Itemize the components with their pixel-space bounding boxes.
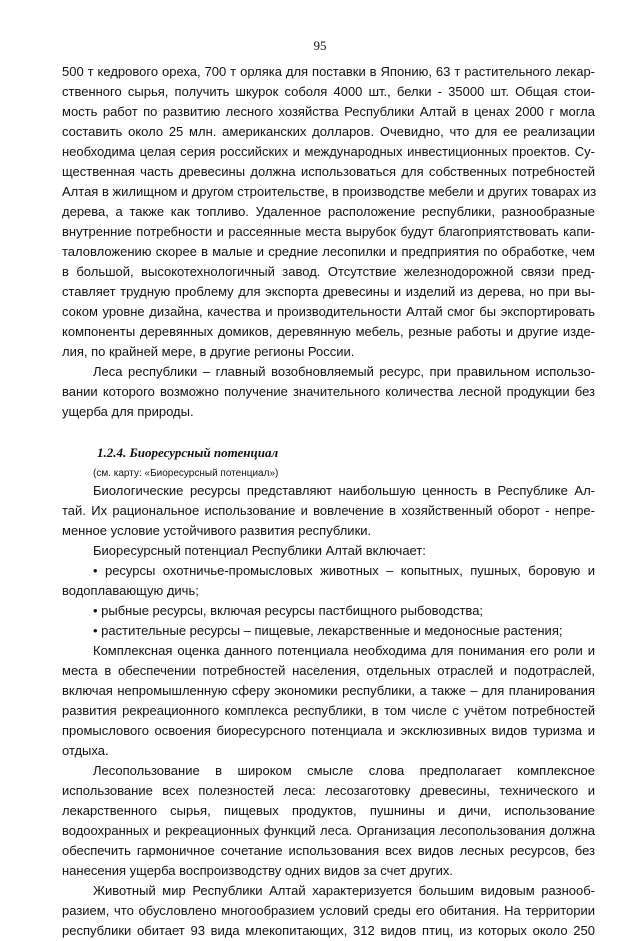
text-line: лекарственного сырья, пищевых продуктов, пушнины и дичи, использование <box>62 803 595 818</box>
text-line: составить около 25 млн. американских долларов. Очевидно, что для ее реализации <box>62 124 595 139</box>
text-line: ственного сырья, получить шкурок соболя 4000 шт., белки - 35000 шт. Общая стои- <box>62 84 595 99</box>
text-line: промыслового освоения биоресурсного потенциала и эксклюзивных видов туризма и <box>62 723 595 738</box>
text-line: Алтая в жилищном и другом строительстве, в производстве мебели и других товарах из <box>62 184 597 199</box>
paragraph-complex-assessment <box>62 641 595 761</box>
text-line: использование всех полезностей леса: лесозаготовку древесины, технического и <box>62 783 595 798</box>
section-heading: 1.2.4. Биоресурсный потенциал <box>97 445 279 460</box>
map-reference-note: (см. карту: «Биоресурсный потенциал») <box>93 468 279 479</box>
text-line: водоохранных и рекреационных функций леса. Организация лесопользования должна <box>62 823 595 838</box>
text-line: ставляет трудную проблему для экспорта древесины и изделий из дерева, но при вы- <box>62 284 595 299</box>
list-item <box>62 621 595 641</box>
text-line: Леса республики – главный возобновляемый ресурс, при правильном использо- <box>93 364 595 379</box>
text-line: нанесения ущерба воспроизводству одних видов за счет других. <box>62 863 453 878</box>
text-line: отдыха. <box>62 743 109 758</box>
list-item <box>62 561 595 601</box>
text-line: вании которого возможно получение значительного количества лесной продукции без <box>62 384 595 399</box>
text-line: разием, что обусловлено многообразием условий среды его обитания. На территории <box>62 903 595 918</box>
text-line: компоненты деревянных домиков, деревянную мебель, резные работы и другие изде- <box>62 324 595 339</box>
text-line: Животный мир Республики Алтай характеризуется большим видовым разнооб- <box>93 883 595 898</box>
text-line: развития рекреационного комплекса республики, в том числе с учётом потребностей <box>62 703 595 718</box>
paragraph-forest-economy <box>62 62 595 362</box>
body-text <box>62 62 595 941</box>
paragraph-fauna <box>62 881 595 941</box>
paragraph-potential-intro <box>62 541 595 561</box>
text-line: Биологические ресурсы представляют наибольшую ценность в Республике Ал- <box>93 483 595 498</box>
text-line: места в обеспечении потребностей населения, отдельных отраслей и подотраслей, <box>62 663 595 678</box>
text-line: Лесопользование в широком смысле слова предполагает комплексное <box>93 763 595 778</box>
paragraph-forest-use <box>62 761 595 881</box>
page-number: 95 <box>313 38 327 53</box>
text-line: внутренние потребности и рассеянные места вырубок будут благоприятствовать капи- <box>62 224 595 239</box>
text-line: водоплавающую дичь; <box>62 583 199 598</box>
text-line: необходима целая серия российских и международных инвестиционных проектов. Су- <box>62 144 595 159</box>
text-line: тай. Их рациональное использование и вовлечение в хозяйственный оборот - непре- <box>62 503 595 518</box>
text-line: менное условие устойчивого развития республики. <box>62 523 372 538</box>
paragraph-renewable-resource <box>62 362 595 422</box>
list-item <box>62 601 595 621</box>
text-line: 500 т кедрового ореха, 700 т орляка для поставки в Японию, 63 т растительного лекар- <box>62 64 595 79</box>
text-line: таловложению скорее в малые и средние лесопилки и предприятия по обработке, чем <box>62 244 595 259</box>
text-line: Биоресурсный потенциал Республики Алтай включает: <box>93 543 426 558</box>
text-line: • ресурсы охотничье-промысловых животных – копытных, пушных, боровую и <box>93 563 595 578</box>
text-line: лия, по крайней мере, в другие регионы России. <box>62 344 355 359</box>
text-line: щественная часть древесины должна использоваться для собственных потребностей <box>62 164 595 179</box>
text-line: Комплексная оценка данного потенциала необходима для понимания его роли и <box>93 643 595 658</box>
text-line: • растительные ресурсы – пищевые, лекарственные и медоносные растения; <box>93 623 563 638</box>
text-line: дерева, а также как топливо. Удаленное расположение республики, разнообразные <box>62 204 595 219</box>
text-line: • рыбные ресурсы, включая ресурсы пастбищного рыбоводства; <box>93 603 484 618</box>
paragraph-biological-resources <box>62 481 595 541</box>
text-line: мость работ по развитию лесного хозяйства Республики Алтай в ценах 2000 г могла <box>62 104 595 119</box>
text-line: в большой, высокотехнологичный завод. Отсутствие железнодорожной связи пред- <box>62 264 595 279</box>
text-line: соком уровне дизайна, качества и производительности Алтай смог бы экспортировать <box>62 304 595 319</box>
bullet-list <box>62 561 595 641</box>
text-line: республики обитает 93 вида млекопитающих, 312 видов птиц, из которых около 250 <box>62 923 595 938</box>
text-line: обеспечить гармоничное сочетание использования всех видов лесных ресурсов, без <box>62 843 595 858</box>
text-line: включая непромышленную сферу экономики республики, а также – для планирования <box>62 683 595 698</box>
text-line: ущерба для природы. <box>62 404 194 419</box>
